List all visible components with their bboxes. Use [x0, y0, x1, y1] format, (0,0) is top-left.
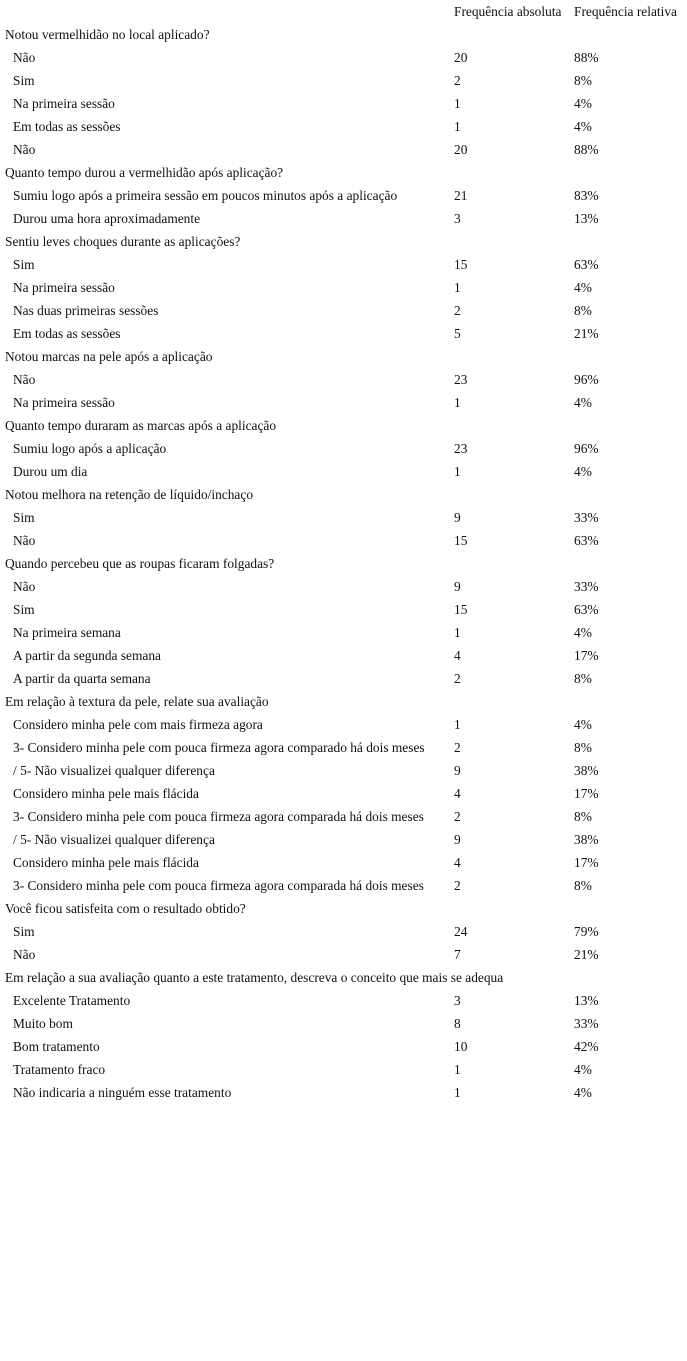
- absolute-frequency-value: 15: [454, 533, 468, 548]
- answer-label: Tratamento fraco: [13, 1062, 106, 1077]
- answer-label: Nas duas primeiras sessões: [13, 303, 159, 318]
- absolute-frequency-value: 2: [454, 740, 461, 755]
- answer-row: [0, 69, 687, 92]
- relative-frequency-value: 13%: [574, 211, 599, 226]
- relative-frequency-value: 8%: [574, 671, 592, 686]
- question-label: Notou vermelhidão no local aplicado?: [5, 27, 210, 42]
- relative-frequency-value: 8%: [574, 809, 592, 824]
- relative-frequency-value: 33%: [574, 510, 599, 525]
- answer-label: Não: [13, 579, 36, 594]
- question-label: Sentiu leves choques durante as aplicações?: [5, 234, 241, 249]
- relative-frequency-value: 42%: [574, 1039, 599, 1054]
- answer-row: [0, 1081, 687, 1104]
- absolute-frequency-value: 23: [454, 441, 468, 456]
- answer-row: [0, 989, 687, 1012]
- answer-row: [0, 46, 687, 69]
- answer-row: [0, 1058, 687, 1081]
- answer-label: Sim: [13, 257, 35, 272]
- relative-frequency-value: 96%: [574, 372, 599, 387]
- relative-frequency-value: 33%: [574, 1016, 599, 1031]
- absolute-frequency-value: 3: [454, 993, 461, 1008]
- answer-row: [0, 713, 687, 736]
- answer-row: [0, 621, 687, 644]
- answer-label: / 5- Não visualizei qualquer diferença: [13, 832, 215, 847]
- answer-row: [0, 207, 687, 230]
- question-row: [0, 161, 687, 184]
- question-label: Em relação à textura da pele, relate sua avaliação: [5, 694, 269, 709]
- answer-label: / 5- Não visualizei qualquer diferença: [13, 763, 215, 778]
- header-relative-frequency: Frequência relativa: [574, 4, 677, 19]
- relative-frequency-value: 21%: [574, 947, 599, 962]
- answer-row: [0, 805, 687, 828]
- answer-label: Sumiu logo após a aplicação: [13, 441, 167, 456]
- relative-frequency-value: 63%: [574, 533, 599, 548]
- answer-label: Não: [13, 372, 36, 387]
- answer-label: Sumiu logo após a primeira sessão em poucos minutos após a aplicação: [13, 188, 398, 203]
- relative-frequency-value: 8%: [574, 878, 592, 893]
- absolute-frequency-value: 1: [454, 1062, 461, 1077]
- answer-label: Muito bom: [13, 1016, 73, 1031]
- relative-frequency-value: 38%: [574, 763, 599, 778]
- answer-row: [0, 851, 687, 874]
- relative-frequency-value: 4%: [574, 119, 592, 134]
- relative-frequency-value: 4%: [574, 464, 592, 479]
- answer-row: [0, 368, 687, 391]
- answer-label: Em todas as sessões: [13, 326, 121, 341]
- question-row: [0, 483, 687, 506]
- question-label: Você ficou satisfeita com o resultado obtido?: [5, 901, 246, 916]
- question-row: [0, 966, 687, 989]
- relative-frequency-value: 21%: [574, 326, 599, 341]
- answer-label: Sim: [13, 924, 35, 939]
- absolute-frequency-value: 7: [454, 947, 461, 962]
- absolute-frequency-value: 9: [454, 510, 461, 525]
- answer-row: [0, 667, 687, 690]
- table-header: [0, 0, 687, 23]
- relative-frequency-value: 17%: [574, 855, 599, 870]
- answer-label: Na primeira sessão: [13, 395, 115, 410]
- answer-row: [0, 253, 687, 276]
- relative-frequency-value: 8%: [574, 740, 592, 755]
- relative-frequency-value: 4%: [574, 625, 592, 640]
- answer-row: [0, 943, 687, 966]
- answer-row: [0, 759, 687, 782]
- absolute-frequency-value: 2: [454, 809, 461, 824]
- question-row: [0, 690, 687, 713]
- absolute-frequency-value: 2: [454, 73, 461, 88]
- answer-label: Excelente Tratamento: [13, 993, 131, 1008]
- absolute-frequency-value: 24: [454, 924, 468, 939]
- absolute-frequency-value: 21: [454, 188, 468, 203]
- absolute-frequency-value: 1: [454, 464, 461, 479]
- answer-label: Durou uma hora aproximadamente: [13, 211, 201, 226]
- answer-row: [0, 575, 687, 598]
- absolute-frequency-value: 1: [454, 1085, 461, 1100]
- absolute-frequency-value: 2: [454, 303, 461, 318]
- absolute-frequency-value: 1: [454, 280, 461, 295]
- question-row: [0, 230, 687, 253]
- answer-row: [0, 828, 687, 851]
- header-absolute-frequency: Frequência absoluta: [454, 4, 562, 19]
- absolute-frequency-value: 4: [454, 855, 461, 870]
- absolute-frequency-value: 1: [454, 395, 461, 410]
- answer-label: Em todas as sessões: [13, 119, 121, 134]
- answer-label: Durou um dia: [13, 464, 88, 479]
- relative-frequency-value: 83%: [574, 188, 599, 203]
- absolute-frequency-value: 1: [454, 96, 461, 111]
- relative-frequency-value: 79%: [574, 924, 599, 939]
- answer-label: 3- Considero minha pele com pouca firmeza agora comparado há dois meses: [13, 740, 425, 755]
- answer-row: [0, 92, 687, 115]
- relative-frequency-value: 13%: [574, 993, 599, 1008]
- relative-frequency-value: 88%: [574, 50, 599, 65]
- answer-row: [0, 506, 687, 529]
- absolute-frequency-value: 9: [454, 832, 461, 847]
- answer-row: [0, 529, 687, 552]
- answer-row: [0, 299, 687, 322]
- relative-frequency-value: 4%: [574, 96, 592, 111]
- absolute-frequency-value: 9: [454, 579, 461, 594]
- answer-label: Não: [13, 533, 36, 548]
- answer-label: Na primeira sessão: [13, 96, 115, 111]
- answer-label: Não: [13, 50, 36, 65]
- relative-frequency-value: 63%: [574, 602, 599, 617]
- answer-label: Bom tratamento: [13, 1039, 100, 1054]
- answer-row: [0, 782, 687, 805]
- answer-row: [0, 184, 687, 207]
- relative-frequency-value: 4%: [574, 395, 592, 410]
- absolute-frequency-value: 20: [454, 50, 468, 65]
- answer-row: [0, 391, 687, 414]
- question-label: Notou melhora na retenção de líquido/inchaço: [5, 487, 254, 502]
- absolute-frequency-value: 15: [454, 257, 468, 272]
- answer-label: A partir da quarta semana: [13, 671, 151, 686]
- answer-label: Considero minha pele mais flácida: [13, 855, 199, 870]
- relative-frequency-value: 8%: [574, 73, 592, 88]
- absolute-frequency-value: 15: [454, 602, 468, 617]
- answer-label: Não: [13, 947, 36, 962]
- absolute-frequency-value: 8: [454, 1016, 461, 1031]
- answer-row: [0, 1035, 687, 1058]
- answer-label: Não: [13, 142, 36, 157]
- answer-row: [0, 874, 687, 897]
- question-label: Em relação a sua avaliação quanto a este tratamento, descreva o conceito que mais se adequa: [5, 970, 504, 985]
- answer-label: Na primeira semana: [13, 625, 121, 640]
- answer-label: Sim: [13, 602, 35, 617]
- question-label: Quanto tempo durou a vermelhidão após aplicação?: [5, 165, 284, 180]
- relative-frequency-value: 4%: [574, 1062, 592, 1077]
- absolute-frequency-value: 1: [454, 119, 461, 134]
- absolute-frequency-value: 1: [454, 625, 461, 640]
- absolute-frequency-value: 2: [454, 878, 461, 893]
- absolute-frequency-value: 1: [454, 717, 461, 732]
- answer-label: 3- Considero minha pele com pouca firmeza agora comparada há dois meses: [13, 878, 424, 893]
- absolute-frequency-value: 4: [454, 786, 461, 801]
- absolute-frequency-value: 3: [454, 211, 461, 226]
- answer-label: Considero minha pele mais flácida: [13, 786, 199, 801]
- relative-frequency-value: 4%: [574, 717, 592, 732]
- answer-label: Na primeira sessão: [13, 280, 115, 295]
- answer-row: [0, 276, 687, 299]
- answer-label: 3- Considero minha pele com pouca firmeza agora comparada há dois meses: [13, 809, 424, 824]
- answer-label: Considero minha pele com mais firmeza agora: [13, 717, 263, 732]
- question-label: Quanto tempo duraram as marcas após a aplicação: [5, 418, 277, 433]
- absolute-frequency-value: 9: [454, 763, 461, 778]
- answer-row: [0, 736, 687, 759]
- answer-row: [0, 1012, 687, 1035]
- relative-frequency-value: 33%: [574, 579, 599, 594]
- relative-frequency-value: 96%: [574, 441, 599, 456]
- answer-row: [0, 460, 687, 483]
- absolute-frequency-value: 20: [454, 142, 468, 157]
- relative-frequency-value: 4%: [574, 1085, 592, 1100]
- question-row: [0, 414, 687, 437]
- relative-frequency-value: 8%: [574, 303, 592, 318]
- relative-frequency-value: 4%: [574, 280, 592, 295]
- absolute-frequency-value: 2: [454, 671, 461, 686]
- relative-frequency-value: 88%: [574, 142, 599, 157]
- relative-frequency-value: 17%: [574, 786, 599, 801]
- absolute-frequency-value: 5: [454, 326, 461, 341]
- relative-frequency-value: 38%: [574, 832, 599, 847]
- answer-row: [0, 138, 687, 161]
- answer-row: [0, 115, 687, 138]
- answer-label: Sim: [13, 510, 35, 525]
- question-row: [0, 897, 687, 920]
- question-label: Notou marcas na pele após a aplicação: [5, 349, 213, 364]
- answer-row: [0, 437, 687, 460]
- absolute-frequency-value: 4: [454, 648, 461, 663]
- relative-frequency-value: 63%: [574, 257, 599, 272]
- question-row: [0, 345, 687, 368]
- relative-frequency-value: 17%: [574, 648, 599, 663]
- question-label: Quando percebeu que as roupas ficaram folgadas?: [5, 556, 275, 571]
- answer-label: Não indicaria a ninguém esse tratamento: [13, 1085, 232, 1100]
- answer-row: [0, 644, 687, 667]
- question-row: [0, 23, 687, 46]
- absolute-frequency-value: 10: [454, 1039, 468, 1054]
- absolute-frequency-value: 23: [454, 372, 468, 387]
- question-row: [0, 552, 687, 575]
- answer-row: [0, 322, 687, 345]
- answer-row: [0, 920, 687, 943]
- table-body: [0, 23, 687, 1104]
- answer-label: Sim: [13, 73, 35, 88]
- answer-label: A partir da segunda semana: [13, 648, 161, 663]
- answer-row: [0, 598, 687, 621]
